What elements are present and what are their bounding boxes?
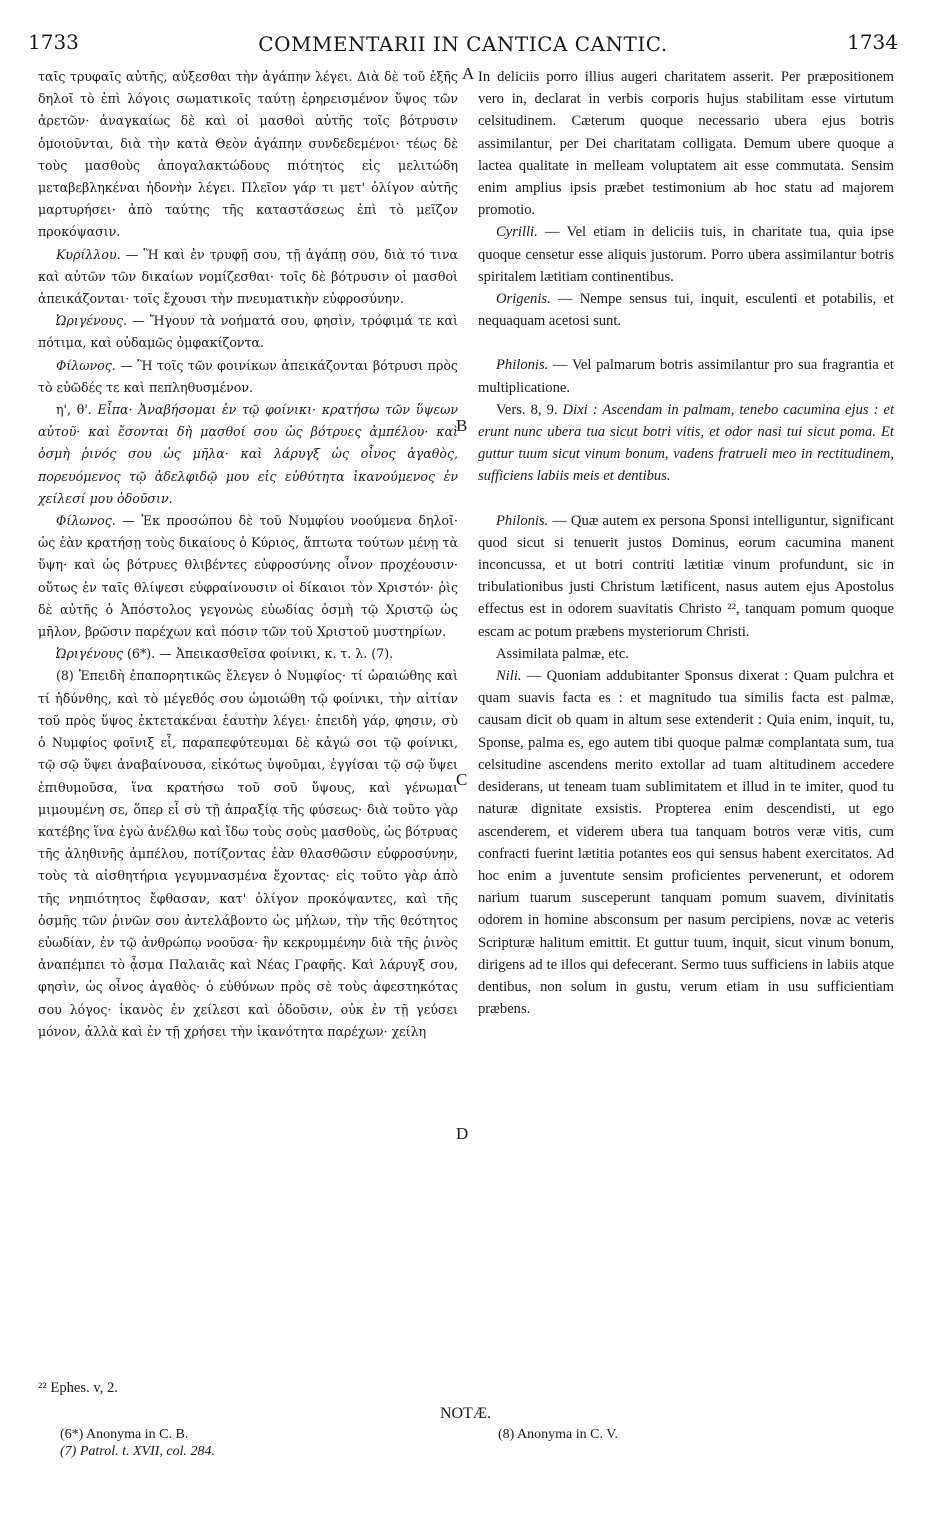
greek-paragraph-2 (38, 244, 458, 311)
latin-paragraph-6 (478, 510, 894, 643)
notes-left (60, 1426, 215, 1460)
greek-philo-text-2: — Ἐκ προσώπου δὲ τοῦ Νυμφίου νοούμενα δηλοῖ· ὡς ἐὰν κρατήσῃ τοὺς δικαίους ὁ Κύριος, ἄπτωτα τούτων μένῃ τὰ ὕψη· καὶ ὡς βότρυες θλιβέντες εὐφροσύνης οἶνον προχέουσιν· οὕτως ἐν ταῖς θλίψεσι εὐφραίνουσιν οἱ δίκαιοι τὸν Χριστόν· ῥὶς δὲ αὐτῆς ὁ Ἀπόστολος γεγονὼς εὐωδίας ὀσμὴ τῷ Χριστῷ ὡς μῆλον, βρῶσιν παρέχων καὶ πόσιν τῶν τοῦ Χριστοῦ μυστηρίων. (38, 513, 458, 640)
note-8: (8) Anonyma in C. V. (498, 1427, 619, 1442)
notae-heading: NOTÆ. (439, 1405, 492, 1422)
greek-paragraph-7 (38, 643, 458, 665)
greek-philo-label-2: Φίλωνος. (56, 513, 116, 529)
latin-cyril-label: Cyrilli. (496, 224, 538, 241)
margin-letter-c: C (456, 770, 468, 789)
margin-letter-a: A (462, 64, 475, 83)
latin-paragraph-4 (478, 354, 894, 398)
latin-philo-text-2: — Quæ autem ex persona Sponsi intelliguntur, significant quod sicut si tenuerit justos Dominus, eorum cacumina manent inconcussa, et ut botri contriti lætitiæ vinum profundunt, sic in tribulationibus justi Christum lætificent, nasus autem ejus Apostolus effectus est in odorem suavitatis Christo ²², tanquam pomum quoque escam ac potum præbens mysteriorum Christi. (478, 512, 894, 640)
greek-philo-label: Φίλωνος. (56, 357, 116, 373)
page-header (28, 30, 898, 60)
latin-verse-ref: Vers. 8, 9. (496, 401, 558, 418)
greek-verse-text: Εἶπα· Ἀναβήσομαι ἐν τῷ φοίνικι· κρατήσω τῶν ὕψεων αὐτοῦ· καὶ ἔσονται δὴ μασθοί σου ὡς βότρυες ἀμπέλου· καὶ ὀσμὴ ῥινός σου ὡς μῆλα· καὶ λάρυγξ ὡς οἶνος ἀγαθὸς, πορευόμενος τῷ ἀδελφιδῷ μου εἰς εὐθύτητα ἱκανούμενος ἐν χείλεσί μου ὀδοῦσιν. (38, 402, 459, 506)
latin-origen-label: Origenis. (496, 291, 551, 308)
latin-column (478, 66, 894, 1020)
greek-origen-label-2: Ὠριγένους (56, 646, 124, 662)
latin-verse-text: Dixi : Ascendam in palmam, tenebo cacumina ejus : et erunt nunc ubera tua sicut botri vitis, et odor nasi tui sicut poma. Et guttur tuum sicut vinum bonum, vadens fratrueli meo in rectitudinem, sufficiens labiis meis et dentibus. (478, 401, 894, 485)
latin-nilus-text: — Quoniam addubitanter Sponsus dixerat : Quam pulchra et quam suavis facta es : et magnitudo tua similis facta est palmæ, causam dicit ob quam in altum sese extenderit : Quia enim, inquit, tu, Sponse, palma es, ego autem tibi quoque palmæ complantata sum, tua celsitudine ascendens merito extollar ad tuam altitudinem accedere desiderans, ut teneam tuam sublimitatem et illud in te imiter, quod tu naturæ dignitate exsistis. Propterea enim descendisti, ut ego ascenderem, et viderem ubera tua tanquam botros veræ vitis, cum confracti fuerint lætitia potantes eos qui sensus habent exercitatos. Ad hoc enim a juventute sensim proficientes pervenerunt, et odorem narium tuarum susceperunt tanquam pomum suavem, divinitatis odorem in homine absconsum per nasum percipiens, novæ ac veteris Scripturæ halitum emittit. Et guttur tuum, inquit, sicut vinum bonum, dirigens ad te illos qui defecerant. Sermo tuus sufficiens in labiis atque dentibus, non solum in gustu, verum etiam in usu sufficientiam præbens. (478, 668, 894, 1018)
greek-cyril-label: Κυρίλλου. (56, 246, 121, 262)
margin-letter-d: D (456, 1124, 469, 1143)
latin-cyril-text: — Vel etiam in deliciis tuis, in charitate tua, quia ipse quoque censetur esse aliquis justorum. Porro ubera assimilantur botris spiritalem lætitiam continentibus. (478, 224, 894, 285)
footnote: ²² Ephes. v, 2. (38, 1380, 118, 1396)
greek-column (38, 66, 458, 1043)
notes-right (498, 1426, 618, 1443)
note-7: (7) Patrol. t. XVII, col. 284. (60, 1444, 216, 1459)
greek-paragraph-8: (8) Ἐπειδὴ ἐπαπορητικῶς ἔλεγεν ὁ Νυμφίος· τί ὡραιώθης καὶ τί ἡδύνθης, καὶ τὸ μέγεθός σου ὡμοιώθη τῷ φοίνικι, τὴν αἰτίαν τοῦ πρὸς ὕψος ἐκτετακέναι ἑαυτὴν λέγει· ἐπειδὴ γάρ, φησιν, σὺ ὁ Νυμφίος φοῖνιξ εἶ, παραπεφύτευμαι δὲ κἀγώ σοι τῷ φοίνικι, τῷ σῷ ὕψει ἀναβαίνουσα, εἰκότως ὑψοῦμαι, ἐγγίσαι τῷ σῷ ὕψει ἐπιθυμοῦσα, ἵνα κρατήσω τοῦ σοῦ ὕψους, καὶ γένωμαι μιμουμένη σε, ὅπερ εἶ σὺ τῇ ἀπραξίᾳ τῆς φύσεως· διὰ τοῦτο γὰρ κατέβης ἵνα ἐγὼ ἀνέλθω καὶ ἴδω τοὺς σοὺς μασθοὺς, ὡς βότρυας τῆς ἀληθινῆς ἀμπέλου, ποτίζοντας ἐὰν θλασθῶσιν εὐφροσύνην, τοὺς τὰ αἰσθητήρια γεγυμνασμένα ἔχοντας· εἰς τοῦτο γὰρ ἀπὸ τῆς νηπιότητος ἔφθασαν, κατ' ὀλίγον προκόψαντες, καὶ τῆς ὀσμῆς τῶν ῥινῶν σου ἀντελάβοντο ὡς μήλων, τὴν τῆς θεότητος εὐωδίαν, ἐν τῷ ἀνθρώπῳ νοοῦσα· ἣν κεκρυμμένην διὰ τῆς ῥινὸς ἀναπέμπει τὸ ᾆσμα Παλαιᾶς καὶ Νέας Γραφῆς. Καὶ λάρυγξ σου, φησὶν, ὡς οἶνος ἀγαθὸς· ὁ εὐθύνων πρὸς σὲ τοὺς ἀφεστηκότας σου λόγος· ἱκανὸς ἐν χείλεσι καὶ ὀδοῦσιν, οὐκ ἐν τῇ γεύσει μόνον, ἀλλὰ καὶ ἐν τῇ χρήσει τὴν ἱκανότητα παρέχων· χείλη (38, 668, 458, 1039)
greek-paragraph-6 (38, 510, 458, 643)
greek-paragraph-1: ταῖς τρυφαῖς αὐτῆς, αὐξεσθαι τὴν ἀγάπην λέγει. Διὰ δὲ τοῦ ἑξῆς δηλοῖ τὸ ἐπὶ λόγοις σωματικοῖς ταύτῃ ἐρηρεισμένον ὕψος τῶν ἀρετῶν· ἀναγκαίως δὲ καὶ οἱ μασθοὶ αὐτῆς τοῖς βότρυσιν ὁμοιοῦνται, διὰ τὴν κατὰ Θεὸν ἀγάπην συνδεδεμένοι· τέως δὲ τοὺς μασθοὺς ἀπογαλακτώδους πιότητος εἰς μελιτώδη μεταβεβληκέναι ἡδονὴν λέγει. Πλεῖον γάρ τι μετ' ὀλίγον αὐτῆς μαρτυρήσει· ἀπὸ ταύτης τῆς καταστάσεως ἐπὶ τὸ μεῖζον προκόψασιν. (38, 69, 458, 240)
page-number-right: 1734 (847, 30, 898, 54)
latin-paragraph-8 (478, 665, 894, 1020)
greek-verse-8-9 (38, 399, 458, 510)
page-number-left: 1733 (28, 30, 79, 54)
running-title: COMMENTARII IN CANTICA CANTIC. (258, 32, 668, 56)
greek-origen-label: Ὠριγένους. (56, 313, 128, 329)
latin-paragraph-3 (478, 288, 894, 332)
greek-origen-text: — Ἤγουν τὰ νοήματά σου, φησὶν, τρόφιμά τε καὶ πότιμα, καὶ οὐδαμῶς ὀμφακίζοντα. (38, 313, 458, 351)
greek-cyril-text: — Ἢ καὶ ἐν τρυφῇ σου, τῇ ἀγάπῃ σου, διὰ τό τινα καὶ αὐτῶν τῶν δικαίων νομίζεσθαι· τοῖς δὲ βότρυσιν οἱ μασθοὶ ἀπεικάζονται· τοῖς ἔχουσι τὴν πνευματικὴν εὐφροσύνην. (38, 246, 458, 307)
latin-philo-text: — Vel palmarum botris assimilantur pro sua fragrantia et multiplicatione. (478, 357, 894, 396)
latin-nilus-label: Nili. (496, 668, 522, 685)
latin-spacer (478, 332, 894, 354)
greek-paragraph-3 (38, 310, 458, 354)
latin-paragraph-7: Assimilata palmæ, etc. (496, 645, 629, 662)
latin-philo-label-2: Philonis. (496, 512, 549, 529)
greek-origen-text-2: (6*). — Ἀπεικασθεῖσα φοίνικι, κ. τ. λ. (7). (123, 646, 394, 662)
latin-paragraph-2 (478, 221, 894, 288)
greek-verse-ref: η', θ'. (56, 402, 92, 418)
note-6: (6*) Anonyma in C. B. (60, 1427, 189, 1442)
latin-paragraph-1: In deliciis porro illius augeri charitatem asserit. Per præpositionem vero in, declarat in verbis corporis hujus stabilitam esse virtutum celsitudinem. Cæterum quoque necessario ubera ejus botris assimilantur, per Dei charitatam colligata. Demum ubere quoque a lactea qualitate in melleam voluptatem ait esse commutata. Sensim enim amplius ipsis præbet testimonium ab hoc statu ad majorem promotio. (478, 69, 894, 219)
latin-origen-text: — Nempe sensus tui, inquit, esculenti et potabilis, et nequaquam acetosi sunt. (478, 291, 894, 330)
margin-letter-b: B (456, 416, 468, 435)
latin-spacer-2 (478, 488, 894, 510)
greek-philo-text: — Ἢ τοῖς τῶν φοινίκων ἀπεικάζονται βότρυσι πρὸς τὸ εὐῶδές τε καὶ πεπληθυσμένον. (38, 357, 458, 395)
latin-philo-label: Philonis. (496, 357, 549, 374)
latin-verse-8-9 (478, 399, 894, 488)
greek-paragraph-4 (38, 355, 458, 399)
